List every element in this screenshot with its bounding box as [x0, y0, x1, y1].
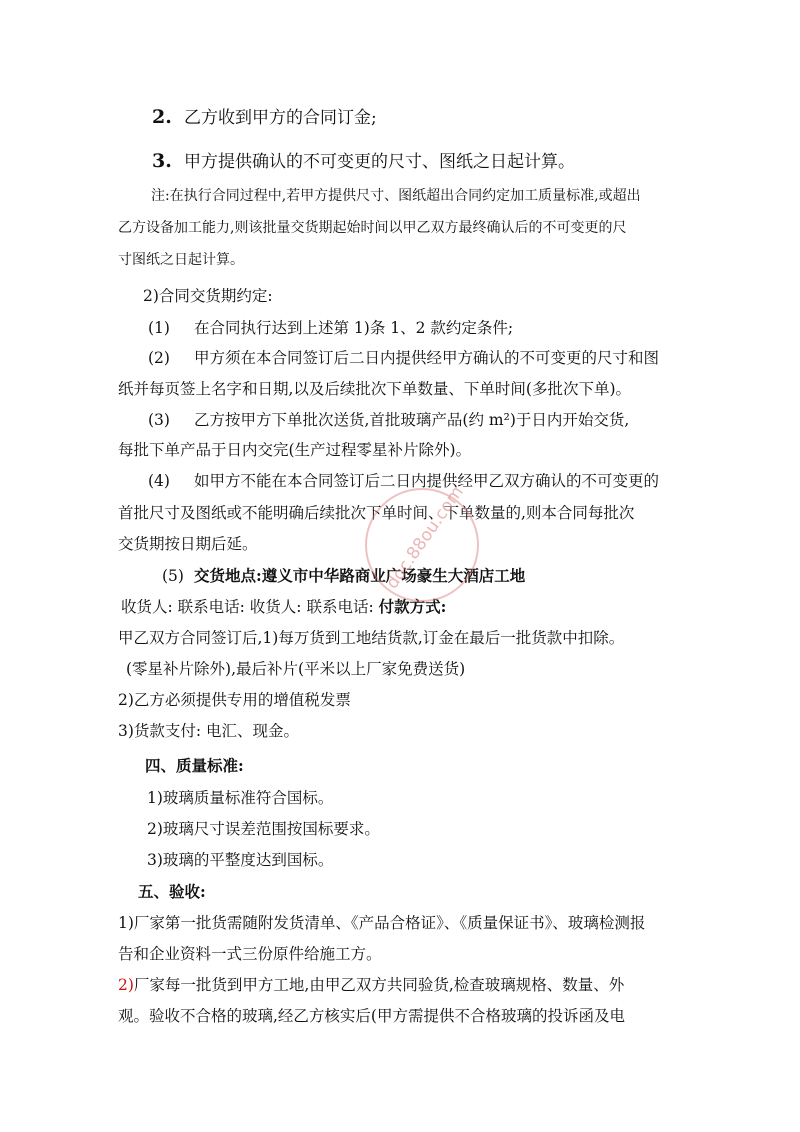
item-3-number: 3. [152, 150, 172, 172]
quality-heading: 四、质量标准: [145, 756, 244, 775]
delivery-location: 交货地点:遵义市中华路商业广场豪生大酒店工地 [194, 566, 526, 585]
clause-1 [148, 318, 513, 338]
watermark-text: doc.88ou.com [382, 482, 468, 593]
clause-1-text: 在合同执行达到上述第 1)条 1、2 款约定条件; [194, 319, 514, 337]
payment-line-1: 甲乙双方合同签订后,1)每万货到工地结货款,订金在最后一批货款中扣除。 [118, 629, 625, 647]
quality-item-1: 1)玻璃质量标准符合国标。 [147, 789, 334, 807]
payment-heading: 付款方式: [378, 597, 447, 616]
clause-2-text: 甲方须在本合同签订后二日内提供经甲方确认的不可变更的尺寸和图 [194, 349, 660, 367]
item-3 [152, 151, 575, 172]
quality-item-3: 3)玻璃的平整度达到国标。 [147, 851, 334, 869]
payment-line-2: 2)乙方必须提供专用的增值税发票 [118, 691, 351, 709]
acceptance-item-2 [118, 975, 624, 995]
acceptance-item-1: 1)厂家第一批货需随附发货清单、《产品合格证》、《质量保证书》、玻璃检测报 [118, 914, 646, 932]
clause-4-continued-2: 交货期按日期后延。 [118, 535, 258, 553]
acceptance-item-2-number: 2) [118, 976, 134, 994]
clause-3-text: 乙方按甲方下单批次送货,首批玻璃产品(约 m²)于日内开始交货, [194, 411, 630, 429]
receiver-contacts: 收货人: 联系电话: 收货人: 联系电话: [121, 598, 379, 616]
clause-4-text: 如甲方不能在本合同签订后二日内提供经甲乙双方确认的不可变更的 [194, 472, 660, 490]
acceptance-item-2-continued: 观。验收不合格的玻璃,经乙方核实后(甲方需提供不合格玻璃的投诉函及电 [118, 1007, 625, 1025]
clause-3-continued: 每批下单产品于日内交完(生产过程零星补片除外)。 [118, 441, 472, 459]
watermark-stamp [365, 482, 479, 602]
clause-2-number: (2) [148, 349, 170, 367]
item-2-text: 乙方收到甲方的合同订金; [184, 108, 377, 128]
item-2 [152, 107, 377, 128]
note-line-1: 注:在执行合同过程中,若甲方提供尺寸、图纸超出合同约定加工质量标准,或超出 [151, 188, 641, 204]
clause-1-number: (1) [148, 319, 170, 337]
payment-line-3: 3)货款支付: 电汇、现金。 [118, 722, 300, 740]
note-line-2: 乙方设备加工能力,则该批量交货期起始时间以甲乙双方最终确认后的不可变更的尺 [118, 220, 627, 236]
acceptance-item-1-continued: 告和企业资料一式三份原件给施工方。 [118, 945, 382, 963]
clause-2-continued: 纸并每页签上名字和日期,以及后续批次下单数量、下单时间(多批次下单)。 [118, 380, 632, 398]
delivery-subheading: 2)合同交货期约定: [143, 287, 273, 305]
note-line-3: 寸图纸之日起计算。 [118, 252, 244, 268]
receiver-line [121, 597, 446, 617]
quality-item-2: 2)玻璃尺寸误差范围按国标要求。 [147, 820, 380, 838]
clause-4 [148, 471, 659, 491]
payment-line-1-continued: (零星补片除外),最后补片(平米以上厂家免费送货) [126, 660, 466, 678]
item-2-number: 2. [152, 106, 172, 128]
clause-3 [148, 410, 629, 430]
item-3-text: 甲方提供确认的不可变更的尺寸、图纸之日起计算。 [184, 152, 575, 172]
acceptance-heading: 五、验收: [138, 882, 206, 901]
acceptance-item-2-text: 厂家每一批货到甲方工地,由甲乙双方共同验货,检查玻璃规格、数量、外 [133, 976, 625, 994]
clause-2 [148, 348, 659, 368]
clause-4-continued-1: 首批尺寸及图纸或不能明确后续批次下单时间、下单数量的,则本合同每批次 [118, 504, 635, 522]
clause-5-number: (5) [162, 567, 184, 585]
clause-4-number: (4) [148, 472, 170, 490]
clause-3-number: (3) [148, 411, 170, 429]
